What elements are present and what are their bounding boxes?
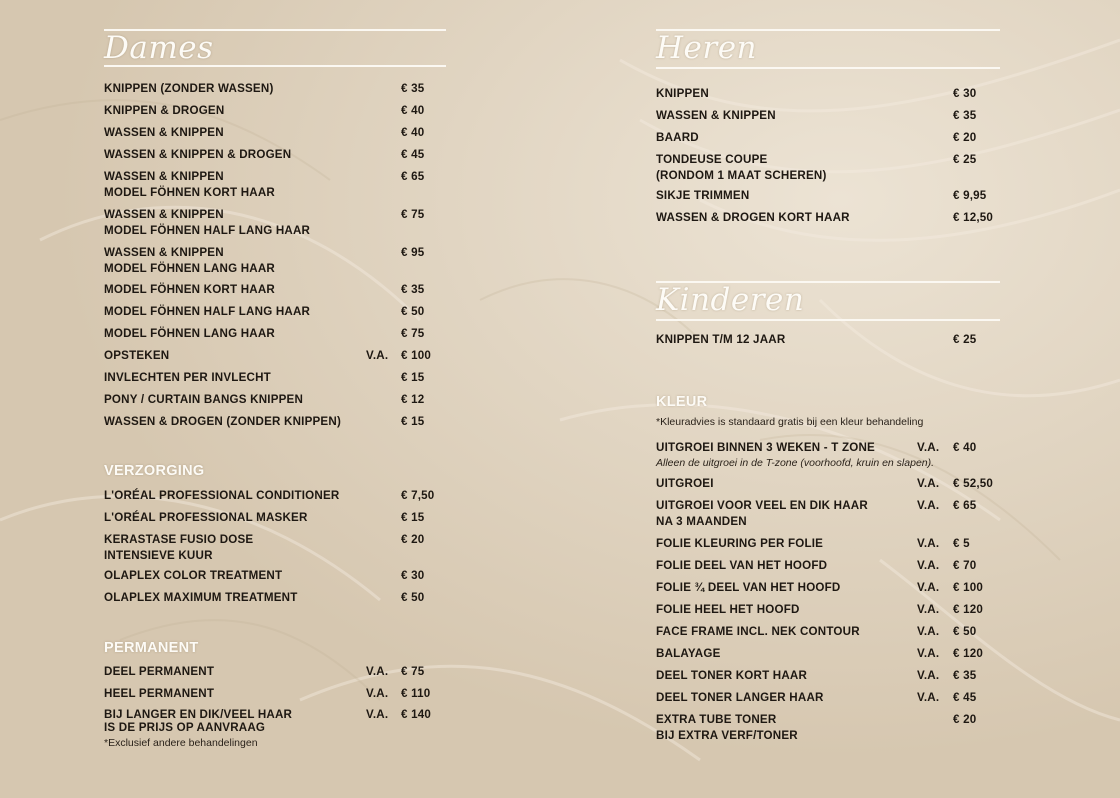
- heren-title: Heren: [656, 30, 758, 66]
- kinderen-title: Kinderen: [656, 282, 805, 318]
- verzorging-title: VERZORGING: [104, 463, 205, 479]
- heren-header: [656, 29, 1000, 69]
- permanent-note: *Exclusief andere behandelingen: [104, 737, 258, 749]
- dames-title: Dames: [104, 30, 214, 66]
- kleur-note: *Kleuradvies is standaard gratis bij een kleur behandeling: [656, 416, 924, 428]
- permanent-title: PERMANENT: [104, 640, 199, 656]
- kinderen-header: [656, 281, 1000, 321]
- tzone-note: Alleen de uitgroei in de T-zone (voorhoofd, kruin en slapen).: [656, 457, 935, 469]
- kleur-title: KLEUR: [656, 394, 708, 410]
- dames-header: [104, 29, 446, 67]
